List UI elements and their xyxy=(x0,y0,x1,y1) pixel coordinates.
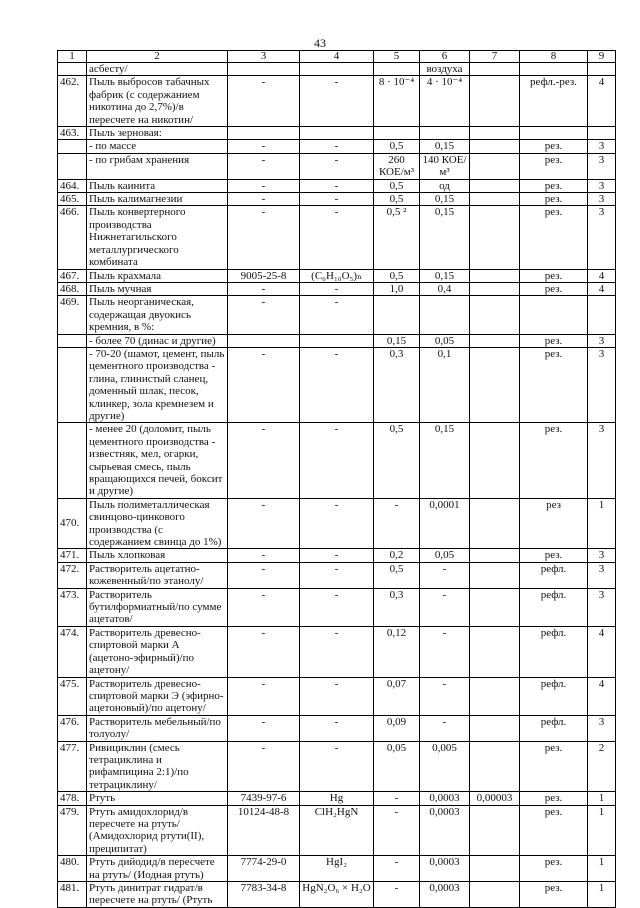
cas-number: - xyxy=(228,588,300,626)
cas-number: - xyxy=(228,549,300,562)
row-number xyxy=(58,153,87,179)
max-single-concentration xyxy=(374,63,420,76)
hazard-class: 2 xyxy=(588,741,616,792)
chemical-formula: - xyxy=(300,179,374,192)
table-row xyxy=(58,206,616,269)
average-daily-concentration: - xyxy=(420,677,470,715)
row-number: 478. xyxy=(58,792,87,805)
table-row xyxy=(58,334,616,347)
cas-number: - xyxy=(228,193,300,206)
table-row xyxy=(58,792,616,805)
average-annual-concentration: 0,00003 xyxy=(470,792,520,805)
table-row xyxy=(58,626,616,677)
cas-number: - xyxy=(228,153,300,179)
limiting-indicator: рез. xyxy=(520,269,588,282)
average-annual-concentration xyxy=(470,498,520,549)
max-single-concentration xyxy=(374,296,420,334)
limiting-indicator: рефл. xyxy=(520,677,588,715)
table-row xyxy=(58,127,616,140)
average-annual-concentration xyxy=(470,153,520,179)
max-single-concentration: 0,07 xyxy=(374,677,420,715)
average-annual-concentration xyxy=(470,179,520,192)
chemical-formula: Hg xyxy=(300,792,374,805)
substance-name: Пыль зерновая: xyxy=(87,127,228,140)
average-annual-concentration xyxy=(470,206,520,269)
substance-name: Растворитель древесно-спиртовой марки Э (эфирно-ацетоновый)/по ацетону/ xyxy=(87,677,228,715)
max-single-concentration: 0,5 xyxy=(374,423,420,498)
average-daily-concentration: 0,15 xyxy=(420,423,470,498)
hazard-class: 3 xyxy=(588,423,616,498)
table-row xyxy=(58,588,616,626)
row-number: 466. xyxy=(58,206,87,269)
chemical-formula: HgN₂O₆ × H₂O xyxy=(300,882,374,908)
average-daily-concentration: 0,0003 xyxy=(420,805,470,856)
table-row xyxy=(58,296,616,334)
substance-name: Ривициклин (смесь тетрациклина и рифампицина 2:1)/по тетрациклину/ xyxy=(87,741,228,792)
max-single-concentration: 0,5 xyxy=(374,562,420,588)
row-number: 470. xyxy=(58,498,87,549)
hazard-class: 3 xyxy=(588,206,616,269)
limiting-indicator: рез. xyxy=(520,882,588,908)
row-number: 462. xyxy=(58,76,87,127)
hazard-class: 1 xyxy=(588,882,616,908)
max-single-concentration: 0,3 xyxy=(374,588,420,626)
cas-number xyxy=(228,127,300,140)
chemical-formula: HgI₂ xyxy=(300,856,374,882)
chemical-formula: - xyxy=(300,715,374,741)
table-row xyxy=(58,715,616,741)
row-number: 471. xyxy=(58,549,87,562)
average-annual-concentration xyxy=(470,334,520,347)
chemical-formula: - xyxy=(300,76,374,127)
row-number: 474. xyxy=(58,626,87,677)
average-annual-concentration xyxy=(470,76,520,127)
cas-number: - xyxy=(228,423,300,498)
max-single-concentration: 0,2 xyxy=(374,549,420,562)
average-annual-concentration xyxy=(470,423,520,498)
table-row xyxy=(58,882,616,908)
row-number: 479. xyxy=(58,805,87,856)
table-body xyxy=(58,63,616,908)
average-annual-concentration xyxy=(470,347,520,422)
average-daily-concentration: 0,0003 xyxy=(420,856,470,882)
hazard-class: 3 xyxy=(588,549,616,562)
limiting-indicator: рефл. xyxy=(520,715,588,741)
max-single-concentration: 0,3 xyxy=(374,347,420,422)
hazard-class: 1 xyxy=(588,856,616,882)
limiting-indicator: рез. xyxy=(520,347,588,422)
table-row xyxy=(58,805,616,856)
limiting-indicator xyxy=(520,63,588,76)
average-annual-concentration xyxy=(470,127,520,140)
row-number: 477. xyxy=(58,741,87,792)
limiting-indicator: рез. xyxy=(520,153,588,179)
substance-name: Ртуть динитрат гидрат/в пересчете на ртуть/ (Ртуть xyxy=(87,882,228,908)
chemical-formula: - xyxy=(300,282,374,295)
row-number: 464. xyxy=(58,179,87,192)
cas-number: - xyxy=(228,498,300,549)
cas-number xyxy=(228,334,300,347)
average-daily-concentration: - xyxy=(420,626,470,677)
average-annual-concentration xyxy=(470,715,520,741)
limiting-indicator xyxy=(520,296,588,334)
limiting-indicator: рез. xyxy=(520,856,588,882)
limiting-indicator: рез. xyxy=(520,334,588,347)
cas-number: 9005-25-8 xyxy=(228,269,300,282)
hazard-class: 3 xyxy=(588,715,616,741)
limiting-indicator: рефл. xyxy=(520,626,588,677)
average-daily-concentration: 0,15 xyxy=(420,269,470,282)
average-daily-concentration: - xyxy=(420,715,470,741)
hazard-class: 4 xyxy=(588,626,616,677)
average-daily-concentration: 4 · 10⁻⁴ xyxy=(420,76,470,127)
header-cell: 2 xyxy=(87,51,228,63)
chemical-formula: - xyxy=(300,206,374,269)
cas-number: - xyxy=(228,626,300,677)
header-cell: 4 xyxy=(300,51,374,63)
row-number xyxy=(58,423,87,498)
average-annual-concentration xyxy=(470,856,520,882)
max-single-concentration: 0,5 ² xyxy=(374,206,420,269)
hazard-class: 1 xyxy=(588,805,616,856)
hazard-class xyxy=(588,63,616,76)
chemical-formula xyxy=(300,334,374,347)
substance-name: Пыль полиметаллическая свинцово-цинкового производства (с содержанием свинца до 1%) xyxy=(87,498,228,549)
chemical-formula: - xyxy=(300,423,374,498)
max-single-concentration: 0,09 xyxy=(374,715,420,741)
max-single-concentration: 260 КОЕ/м³ xyxy=(374,153,420,179)
limiting-indicator: рез. xyxy=(520,206,588,269)
average-daily-concentration: - xyxy=(420,562,470,588)
row-number xyxy=(58,334,87,347)
average-annual-concentration xyxy=(470,588,520,626)
average-daily-concentration: 0,05 xyxy=(420,549,470,562)
chemical-formula: - xyxy=(300,741,374,792)
table-row xyxy=(58,76,616,127)
cas-number xyxy=(228,63,300,76)
table-row xyxy=(58,140,616,153)
max-single-concentration: 0,5 xyxy=(374,269,420,282)
header-row xyxy=(58,51,616,63)
substance-name: Пыль хлопковая xyxy=(87,549,228,562)
chemical-formula: (C₆H₁₀O₅)ₙ xyxy=(300,269,374,282)
page-number: 43 xyxy=(314,36,326,50)
header-cell: 8 xyxy=(520,51,588,63)
average-annual-concentration xyxy=(470,63,520,76)
max-single-concentration: 0,5 xyxy=(374,140,420,153)
hazard-class: 4 xyxy=(588,76,616,127)
substance-name: Пыль крахмала xyxy=(87,269,228,282)
row-number: 473. xyxy=(58,588,87,626)
row-number xyxy=(58,347,87,422)
average-daily-concentration xyxy=(420,127,470,140)
cas-number: 7439-97-6 xyxy=(228,792,300,805)
cas-number: - xyxy=(228,282,300,295)
substance-table xyxy=(57,50,616,908)
average-annual-concentration xyxy=(470,269,520,282)
table-row xyxy=(58,179,616,192)
substance-name: Пыль неорганическая, содержащая двуокись кремния, в %: xyxy=(87,296,228,334)
row-number: 469. xyxy=(58,296,87,334)
table-row xyxy=(58,269,616,282)
max-single-concentration: 8 · 10⁻⁴ xyxy=(374,76,420,127)
average-daily-concentration: 0,1 xyxy=(420,347,470,422)
chemical-formula xyxy=(300,127,374,140)
substance-name: - менее 20 (доломит, пыль цементного производства - известняк, мел, огарки, сырьевая смесь, пыль вращающихся печей, боксит и другие) xyxy=(87,423,228,498)
row-number: 468. xyxy=(58,282,87,295)
limiting-indicator: рез. xyxy=(520,792,588,805)
table-row xyxy=(58,63,616,76)
max-single-concentration: 0,5 xyxy=(374,193,420,206)
average-annual-concentration xyxy=(470,677,520,715)
average-daily-concentration: 0,05 xyxy=(420,334,470,347)
substance-name: Пыль каинита xyxy=(87,179,228,192)
max-single-concentration: 0,15 xyxy=(374,334,420,347)
limiting-indicator: рез. xyxy=(520,282,588,295)
average-annual-concentration xyxy=(470,882,520,908)
chemical-formula: - xyxy=(300,588,374,626)
limiting-indicator: рефл. xyxy=(520,562,588,588)
substance-name: Растворитель мебельный/по толуолу/ xyxy=(87,715,228,741)
limiting-indicator: рез. xyxy=(520,140,588,153)
average-daily-concentration: воздуха xyxy=(420,63,470,76)
substance-name: Пыль мучная xyxy=(87,282,228,295)
header-cell: 7 xyxy=(470,51,520,63)
limiting-indicator xyxy=(520,127,588,140)
average-daily-concentration: од xyxy=(420,179,470,192)
average-annual-concentration xyxy=(470,296,520,334)
table-row xyxy=(58,741,616,792)
row-number: 465. xyxy=(58,193,87,206)
header-cell: 9 xyxy=(588,51,616,63)
limiting-indicator: рез xyxy=(520,498,588,549)
average-daily-concentration: 0,4 xyxy=(420,282,470,295)
table-row xyxy=(58,153,616,179)
hazard-class: 4 xyxy=(588,282,616,295)
substance-name: Растворитель ацетатно-кожевенный/по этанолу/ xyxy=(87,562,228,588)
chemical-formula: - xyxy=(300,562,374,588)
max-single-concentration: - xyxy=(374,498,420,549)
average-annual-concentration xyxy=(470,562,520,588)
hazard-class: 4 xyxy=(588,269,616,282)
substance-name: Пыль выбросов табачных фабрик (с содержанием никотина до 2,7%)/в пересчете на никотин/ xyxy=(87,76,228,127)
cas-number: - xyxy=(228,347,300,422)
row-number: 463. xyxy=(58,127,87,140)
table-row xyxy=(58,677,616,715)
cas-number: - xyxy=(228,741,300,792)
table-row xyxy=(58,347,616,422)
header-cell: 5 xyxy=(374,51,420,63)
average-annual-concentration xyxy=(470,626,520,677)
average-daily-concentration: - xyxy=(420,588,470,626)
cas-number: - xyxy=(228,179,300,192)
table-row xyxy=(58,498,616,549)
substance-name: - по грибам хранения xyxy=(87,153,228,179)
hazard-class xyxy=(588,296,616,334)
max-single-concentration: 1,0 xyxy=(374,282,420,295)
hazard-class: 3 xyxy=(588,179,616,192)
row-number xyxy=(58,140,87,153)
cas-number: 10124-48-8 xyxy=(228,805,300,856)
chemical-formula: - xyxy=(300,626,374,677)
average-daily-concentration: 0,15 xyxy=(420,193,470,206)
chemical-formula: - xyxy=(300,347,374,422)
average-annual-concentration xyxy=(470,549,520,562)
table-row xyxy=(58,282,616,295)
average-daily-concentration: 0,15 xyxy=(420,140,470,153)
average-daily-concentration: 0,005 xyxy=(420,741,470,792)
average-annual-concentration xyxy=(470,282,520,295)
row-number: 476. xyxy=(58,715,87,741)
substance-name: Пыль конвертерного производства Нижнетагильского металлургического комбината xyxy=(87,206,228,269)
hazard-class: 3 xyxy=(588,588,616,626)
average-daily-concentration: 140 КОЕ/м³ xyxy=(420,153,470,179)
limiting-indicator: рефл. xyxy=(520,588,588,626)
chemical-formula: - xyxy=(300,153,374,179)
max-single-concentration: - xyxy=(374,805,420,856)
table-row xyxy=(58,193,616,206)
hazard-class: 3 xyxy=(588,193,616,206)
chemical-formula: - xyxy=(300,498,374,549)
substance-name: Растворитель бутилформиатный/по сумме ацетатов/ xyxy=(87,588,228,626)
row-number: 472. xyxy=(58,562,87,588)
cas-number: 7783-34-8 xyxy=(228,882,300,908)
table-row xyxy=(58,423,616,498)
chemical-formula: - xyxy=(300,549,374,562)
header-cell: 3 xyxy=(228,51,300,63)
cas-number: - xyxy=(228,140,300,153)
average-annual-concentration xyxy=(470,193,520,206)
substance-name: Ртуть амидохлорид/в пересчете на ртуть/ (Амидохлорид ртути(II), преципитат) xyxy=(87,805,228,856)
row-number: 480. xyxy=(58,856,87,882)
cas-number: - xyxy=(228,562,300,588)
hazard-class: 3 xyxy=(588,562,616,588)
average-daily-concentration: 0,0003 xyxy=(420,792,470,805)
max-single-concentration: - xyxy=(374,792,420,805)
chemical-formula: ClH₂HgN xyxy=(300,805,374,856)
substance-name: Ртуть дийодид/в пересчете на ртуть/ (Иодная ртуть) xyxy=(87,856,228,882)
max-single-concentration: 0,5 xyxy=(374,179,420,192)
row-number: 481. xyxy=(58,882,87,908)
chemical-formula xyxy=(300,63,374,76)
cas-number: 7774-29-0 xyxy=(228,856,300,882)
hazard-class: 3 xyxy=(588,347,616,422)
average-annual-concentration xyxy=(470,741,520,792)
limiting-indicator: рез. xyxy=(520,423,588,498)
max-single-concentration: 0,12 xyxy=(374,626,420,677)
average-daily-concentration xyxy=(420,296,470,334)
average-daily-concentration: 0,15 xyxy=(420,206,470,269)
table-row xyxy=(58,549,616,562)
substance-name: Ртуть xyxy=(87,792,228,805)
max-single-concentration: - xyxy=(374,856,420,882)
average-annual-concentration xyxy=(470,805,520,856)
max-single-concentration: - xyxy=(374,882,420,908)
table-row xyxy=(58,856,616,882)
hazard-class: 3 xyxy=(588,153,616,179)
cas-number: - xyxy=(228,76,300,127)
average-daily-concentration: 0,0001 xyxy=(420,498,470,549)
max-single-concentration: 0,05 xyxy=(374,741,420,792)
limiting-indicator: рез. xyxy=(520,741,588,792)
cas-number: - xyxy=(228,296,300,334)
limiting-indicator: рез. xyxy=(520,805,588,856)
cas-number: - xyxy=(228,715,300,741)
cas-number: - xyxy=(228,677,300,715)
cas-number: - xyxy=(228,206,300,269)
hazard-class xyxy=(588,127,616,140)
substance-name: Растворитель древесно-спиртовой марки А (ацетоно-эфирный)/по ацетону/ xyxy=(87,626,228,677)
header-cell: 1 xyxy=(58,51,87,63)
substance-name: Пыль калимагнезии xyxy=(87,193,228,206)
average-daily-concentration: 0,0003 xyxy=(420,882,470,908)
limiting-indicator: рез. xyxy=(520,549,588,562)
limiting-indicator: рез. xyxy=(520,179,588,192)
limiting-indicator: рез. xyxy=(520,193,588,206)
hazard-class: 4 xyxy=(588,677,616,715)
substance-name: - 70-20 (шамот, цемент, пыль цементного производства - глина, глинистый сланец, доменный шлак, песок, клинкер, зола кремнезем и другие) xyxy=(87,347,228,422)
substance-name: асбесту/ xyxy=(87,63,228,76)
row-number: 467. xyxy=(58,269,87,282)
hazard-class: 1 xyxy=(588,498,616,549)
limiting-indicator: рефл.-рез. xyxy=(520,76,588,127)
max-single-concentration xyxy=(374,127,420,140)
chemical-formula: - xyxy=(300,296,374,334)
chemical-formula: - xyxy=(300,140,374,153)
row-number: 475. xyxy=(58,677,87,715)
substance-name: - более 70 (динас и другие) xyxy=(87,334,228,347)
average-annual-concentration xyxy=(470,140,520,153)
table-row xyxy=(58,562,616,588)
substance-name: - по массе xyxy=(87,140,228,153)
header-cell: 6 xyxy=(420,51,470,63)
chemical-formula: - xyxy=(300,193,374,206)
hazard-class: 3 xyxy=(588,140,616,153)
row-number xyxy=(58,63,87,76)
hazard-class: 3 xyxy=(588,334,616,347)
hazard-class: 1 xyxy=(588,792,616,805)
chemical-formula: - xyxy=(300,677,374,715)
